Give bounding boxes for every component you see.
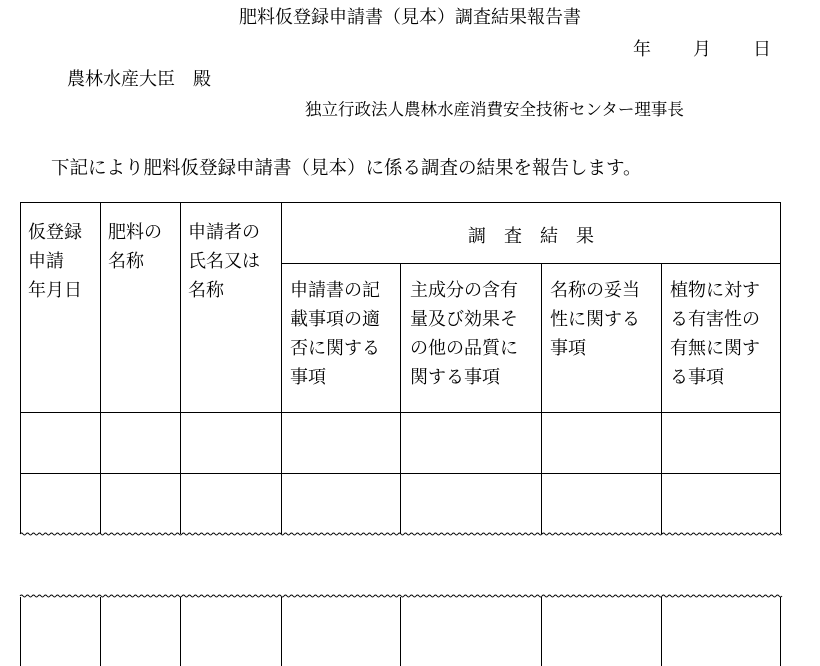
document-title: 肥料仮登録申請書（見本）調査結果報告書 [239,7,581,28]
table-row [20,474,781,534]
date-year-label: 年 [633,39,651,60]
sender: 独立行政法人農林水産消費安全技術センター理事長 [305,100,684,119]
addressee: 農林水産大臣 殿 [67,69,211,90]
column-header-applicant-name: 申請者の 氏名又は 名称 [188,222,260,301]
table-break-line-upper [20,530,781,538]
column-header-fertilizer-name: 肥料の 名称 [108,222,162,272]
date-day-label: 日 [753,39,771,60]
table-row [20,597,781,666]
sub-header-main-components: 主成分の含有 量及び効果そ の他の品質に 関する事項 [410,280,518,388]
column-header-application-date: 仮登録 申請 年月日 [28,222,82,301]
group-header-investigation-results: 調査結果 [468,226,612,247]
report-table-upper [20,202,781,534]
date-month-label: 月 [693,39,711,60]
report-table-lower [20,597,781,666]
sub-header-name-appropriateness: 名称の妥当 性に関する 事項 [550,280,640,359]
intro-text: 下記により肥料仮登録申請書（見本）に係る調査の結果を報告します。 [51,158,642,179]
table-row [20,413,781,473]
sub-header-application-items: 申請書の記 載事項の適 否に関する 事項 [290,280,380,388]
date-line [633,41,771,59]
sub-header-plant-harm: 植物に対す る有害性の 有無に関す る事項 [670,280,760,388]
